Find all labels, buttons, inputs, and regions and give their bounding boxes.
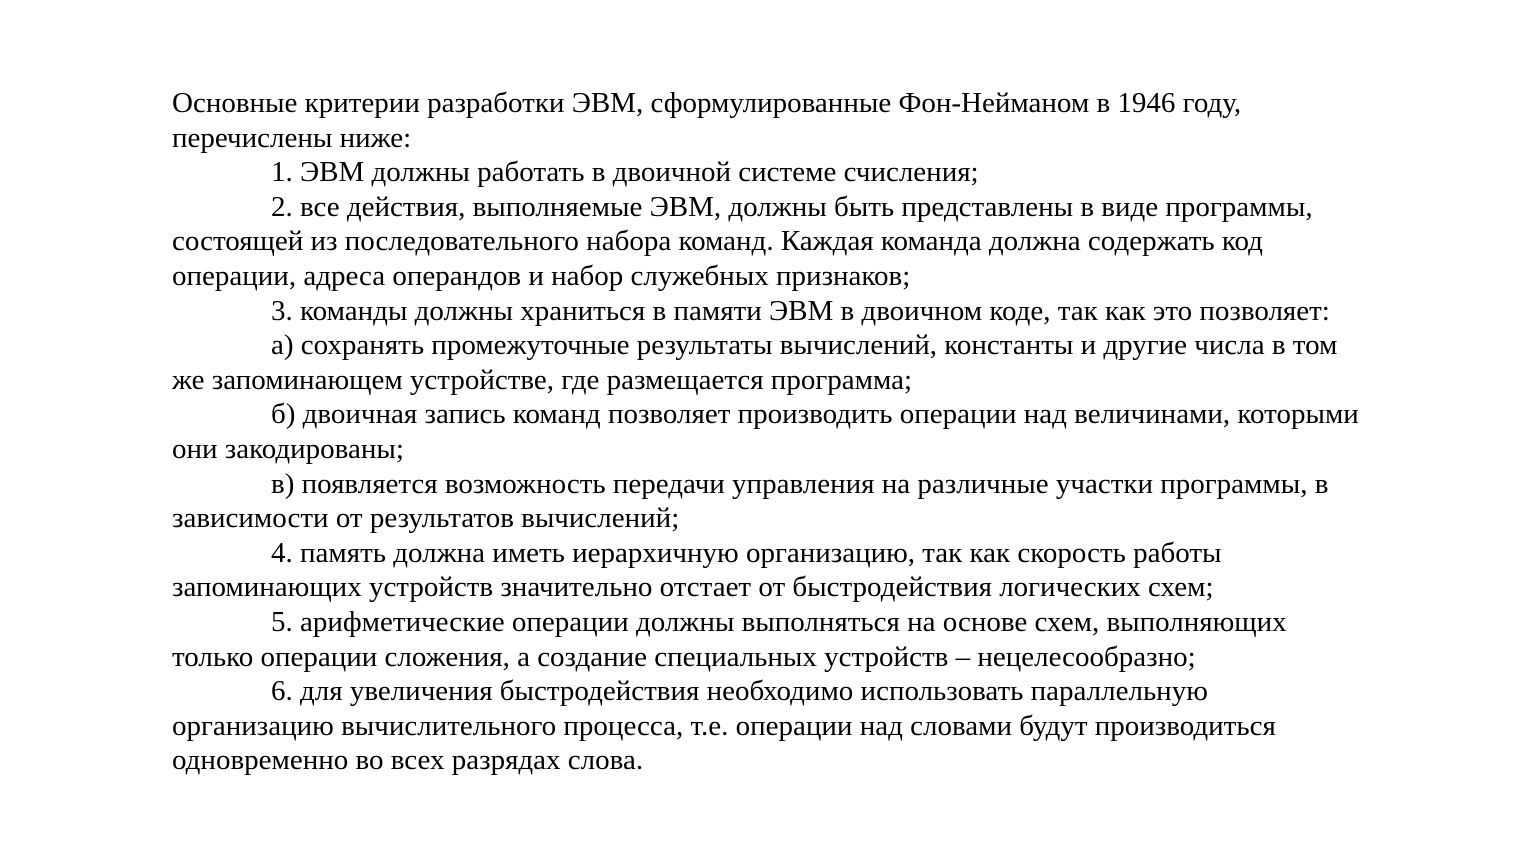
criterion-4: 4. память должна иметь иерархичную организацию, так как скорость работы запоминающих устройств значительно отстает от быстродействия логических схем;: [172, 536, 1222, 604]
criterion-6: 6. для увеличения быстродействия необходимо использовать параллельную организацию вычислительного процесса, т.е. операции над словами будут производиться одновременно во всех разрядах слова.: [172, 675, 1276, 777]
criterion-5: 5. арифметические операции должны выполняться на основе схем, выполняющих только операции сложения, а создание специальных устройств – нецелесообразно;: [172, 605, 1287, 673]
criterion-3a: а) сохранять промежуточные результаты вычислений, константы и другие числа в том же запоминающем устройстве, где размещается программа;: [172, 329, 1338, 396]
document-body: [172, 86, 1362, 778]
criterion-1: 1. ЭВМ должны работать в двоичной системе счисления;: [271, 156, 979, 189]
criterion-3c: в) появляется возможность передачи управления на различные участки программы, в зависимости от результатов вычислений;: [172, 467, 1329, 535]
criterion-3: 3. команды должны храниться в памяти ЭВМ в двоичном коде, так как это позволяет:: [271, 294, 1330, 327]
criterion-3b: б) двоичная запись команд позволяет производить операции над величинами, которыми они закодированы;: [172, 398, 1359, 465]
criterion-2: 2. все действия, выполняемые ЭВМ, должны быть представлены в виде программы, состоящей из последовательного набора команд. Каждая команда должна содержать код операции, адреса операндов и набор служебных признаков;: [172, 190, 1313, 292]
intro-paragraph: Основные критерии разработки ЭВМ, сформулированные Фон-Нейманом в 1946 году, перечислены ниже:: [172, 87, 1242, 154]
